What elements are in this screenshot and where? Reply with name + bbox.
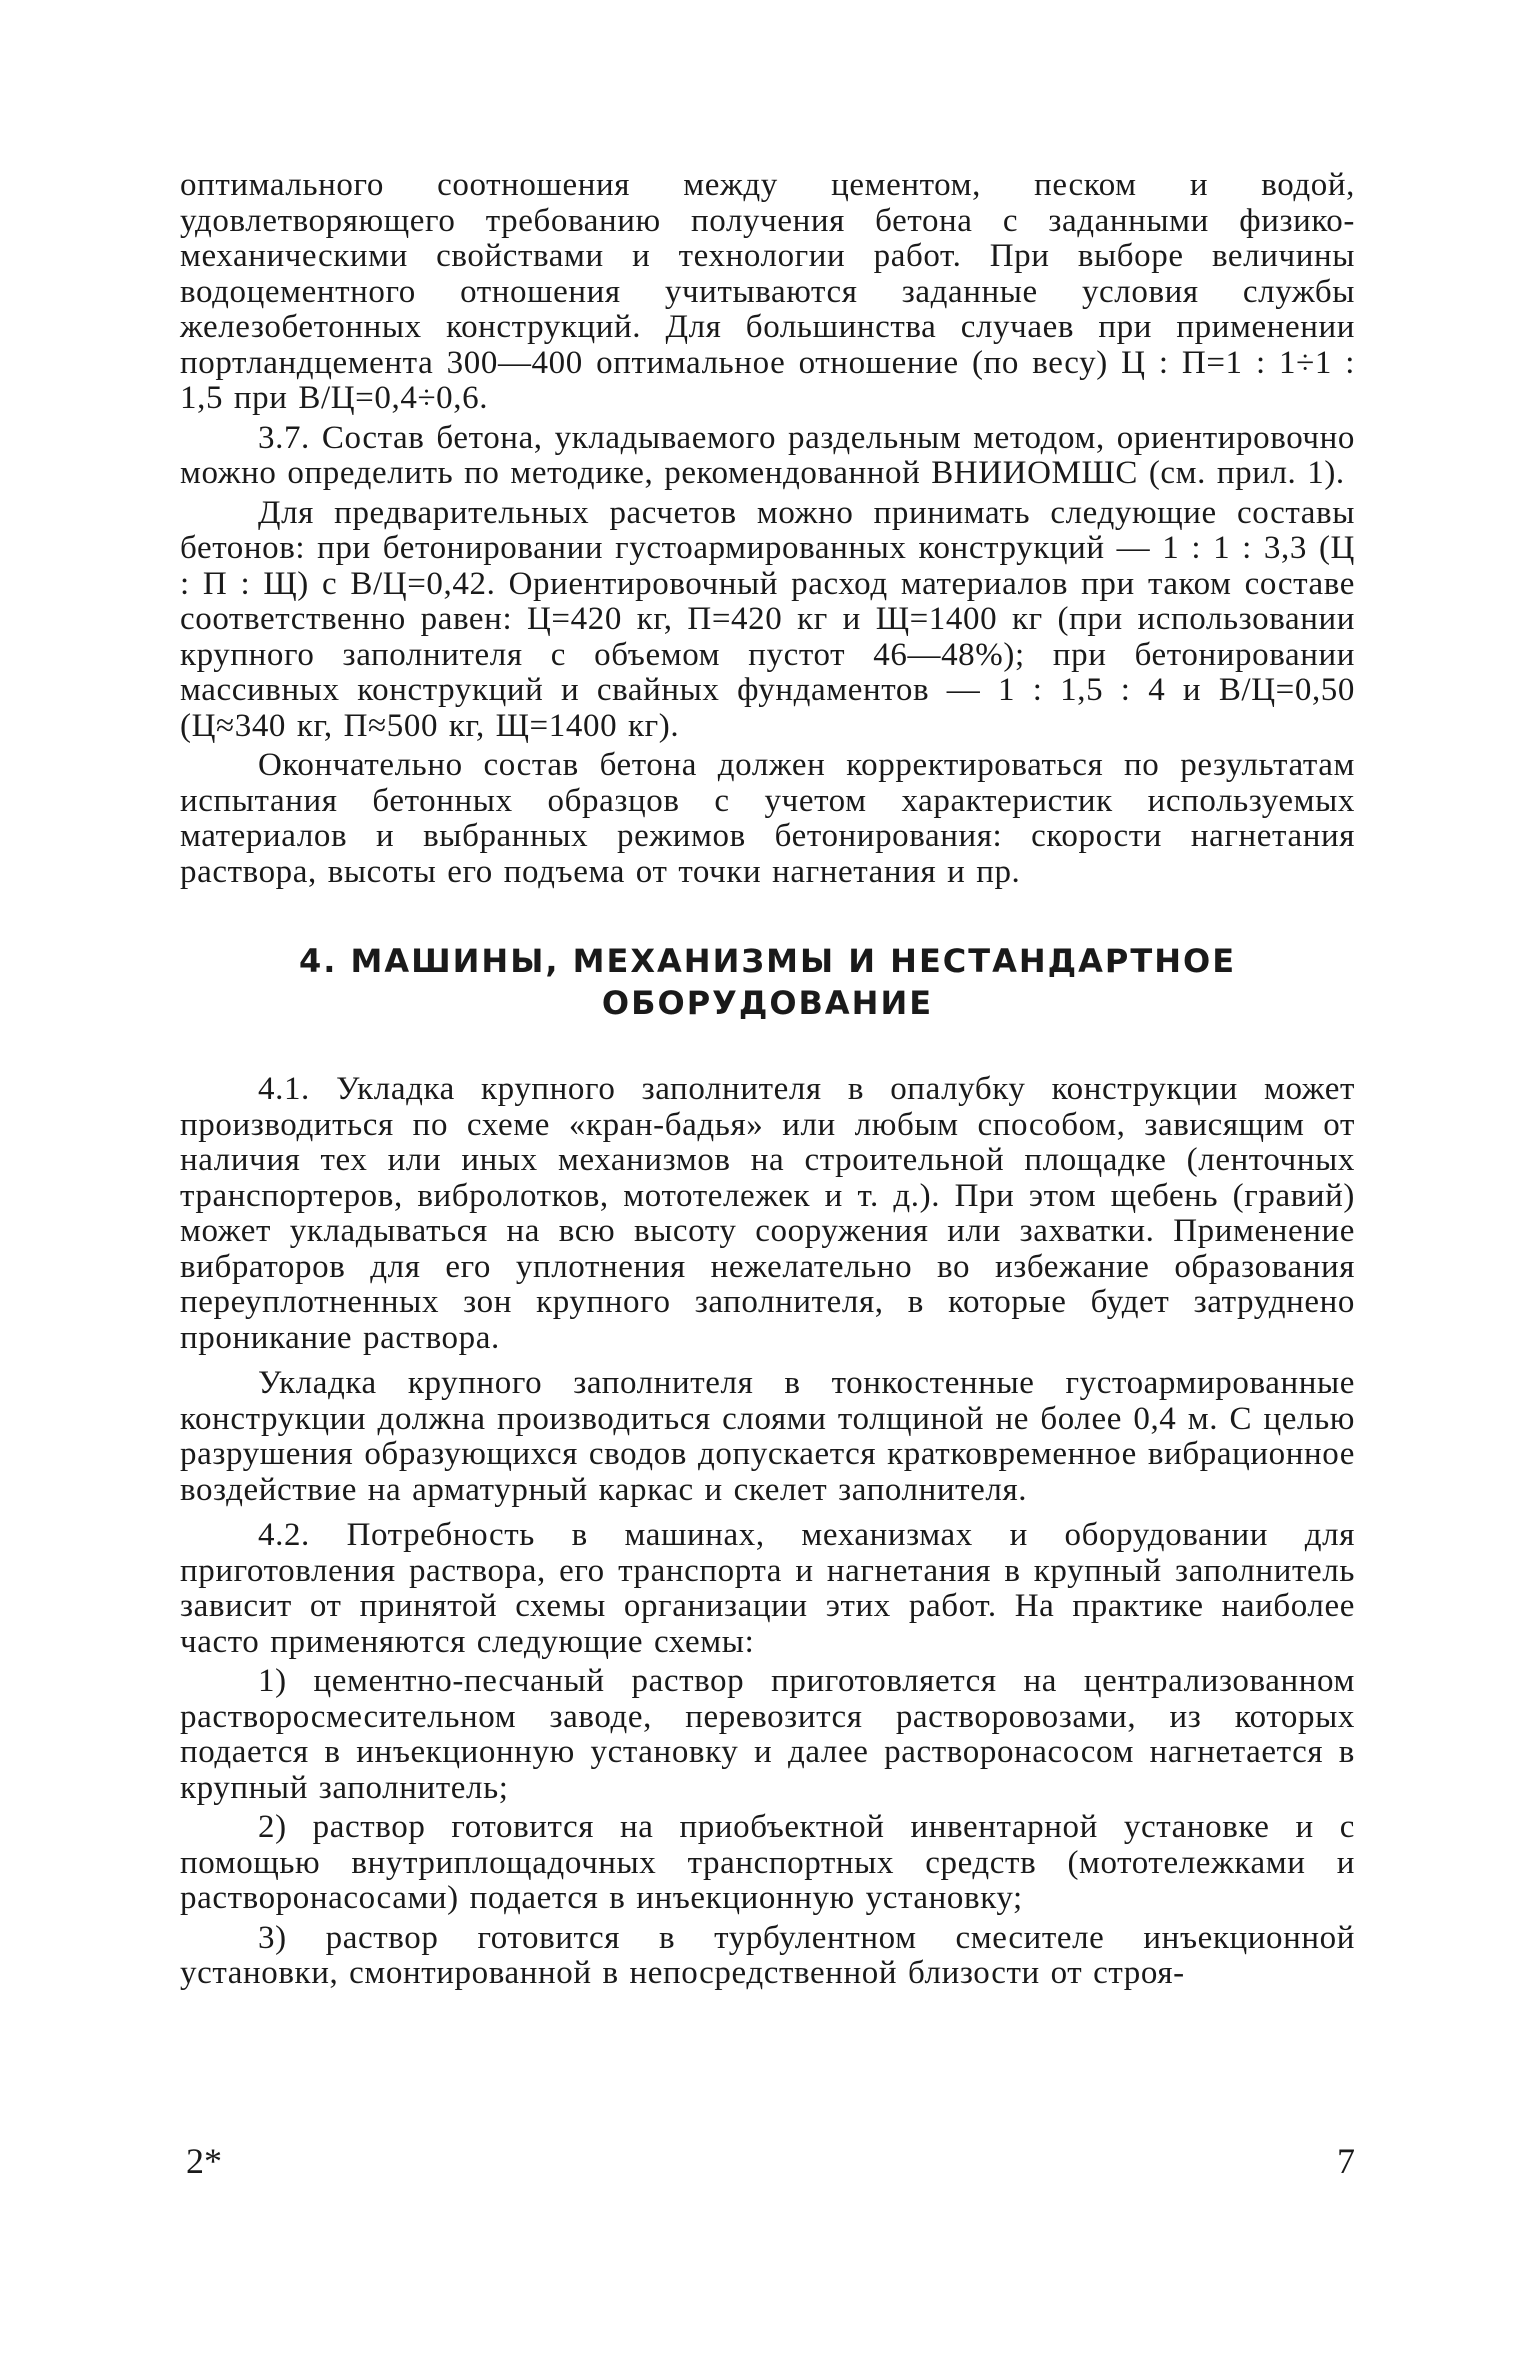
paragraph-4-2: 4.2. Потребность в машинах, механизмах и оборудовании для приготовления раствора, его транспорта и нагнетания в крупный заполнитель зависит от принятой схемы организации этих работ. На практике наиболее часто применяются следующие схемы: <box>180 1517 1355 1660</box>
paragraph-layering: Укладка крупного заполнителя в тонкостенные густоармированные конструкции должна производиться слоями толщиной не более 0,4 м. С целью разрушения образующихся сводов допускается кратковременное вибрационное воздействие на арматурный каркас и скелет заполнителя. <box>180 1365 1355 1508</box>
page-body <box>180 168 1355 1992</box>
paragraph-4-1: 4.1. Укладка крупного заполнителя в опалубку конструкции может производиться по схеме «кран-бадья» или любым способом, зависящим от наличия тех или иных механизмов на строительной площадке (ленточных транспортеров, вибролотков, мототележек и т. д.). При этом щебень (гравий) может укладываться на всю высоту сооружения или захватки. Применение вибраторов для его уплотнения нежелательно во избежание образования переуплотненных зон крупного заполнителя, в которые будет затруднено проникание раствора. <box>180 1071 1355 1356</box>
signature-mark: 2* <box>186 2141 222 2181</box>
paragraph-1: оптимального соотношения между цементом, песком и водой, удовлетворяющего требованию получения бетона с заданными физико-механическими свойствами и технологии работ. При выборе величины водоцементного отношения учитываются заданные условия службы железобетонных конструкций. Для большинства случаев при применении портландцемента 300—400 оптимальное отношение (по весу) Ц : П=1 : 1÷1 : 1,5 при В/Ц=0,4÷0,6. <box>180 167 1355 416</box>
list-item-2: 2) раствор готовится на приобъектной инвентарной установке и с помощью внутриплощадочных транспортных средств (мототележками и растворонасосами) подается в инъекционную установку; <box>180 1809 1355 1916</box>
paragraph-preliminary: Для предварительных расчетов можно принимать следующие составы бетонов: при бетонировании густоармированных конструкций — 1 : 1 : 3,3 (Ц : П : Щ) с В/Ц=0,42. Ориентировочный расход материалов при таком составе соответственно равен: Ц=420 кг, П=420 кг и Щ=1400 кг (при использовании крупного заполнителя с объемом пустот 46—48%); при бетонировании массивных конструкций и свайных фундаментов — 1 : 1,5 : 4 и В/Ц=0,50 (Ц≈340 кг, П≈500 кг, Щ=1400 кг). <box>180 494 1355 744</box>
paragraph-final-composition: Окончательно состав бетона должен корректироваться по результатам испытания бетонных образцов с учетом характеристик используемых материалов и выбранных режимов бетонирования: скорости нагнетания раствора, высоты его подъема от точки нагнетания и пр. <box>180 747 1355 890</box>
section-heading-line2: ОБОРУДОВАНИЕ <box>601 984 934 1022</box>
page-number: 7 <box>1337 2141 1355 2181</box>
list-item-3: 3) раствор готовится в турбулентном смесителе инъекционной установки, смонтированной в непосредственной близости от строя- <box>180 1919 1355 1991</box>
section-heading-line1: 4. МАШИНЫ, МЕХАНИЗМЫ И НЕСТАНДАРТНОЕ <box>298 942 1237 980</box>
list-item-1: 1) цементно-песчаный раствор приготовляется на централизованном растворосмесительном заводе, перевозится растворовозами, из которых подается в инъекционную установку и далее растворонасосом нагнетается в крупный заполнитель; <box>180 1663 1355 1806</box>
paragraph-3-7: 3.7. Состав бетона, укладываемого раздельным методом, ориентировочно можно определить по методике, рекомендованной ВНИИОМШС (см. прил. 1). <box>180 419 1355 491</box>
page-footer <box>180 2140 1355 2184</box>
section-heading <box>180 940 1355 1024</box>
